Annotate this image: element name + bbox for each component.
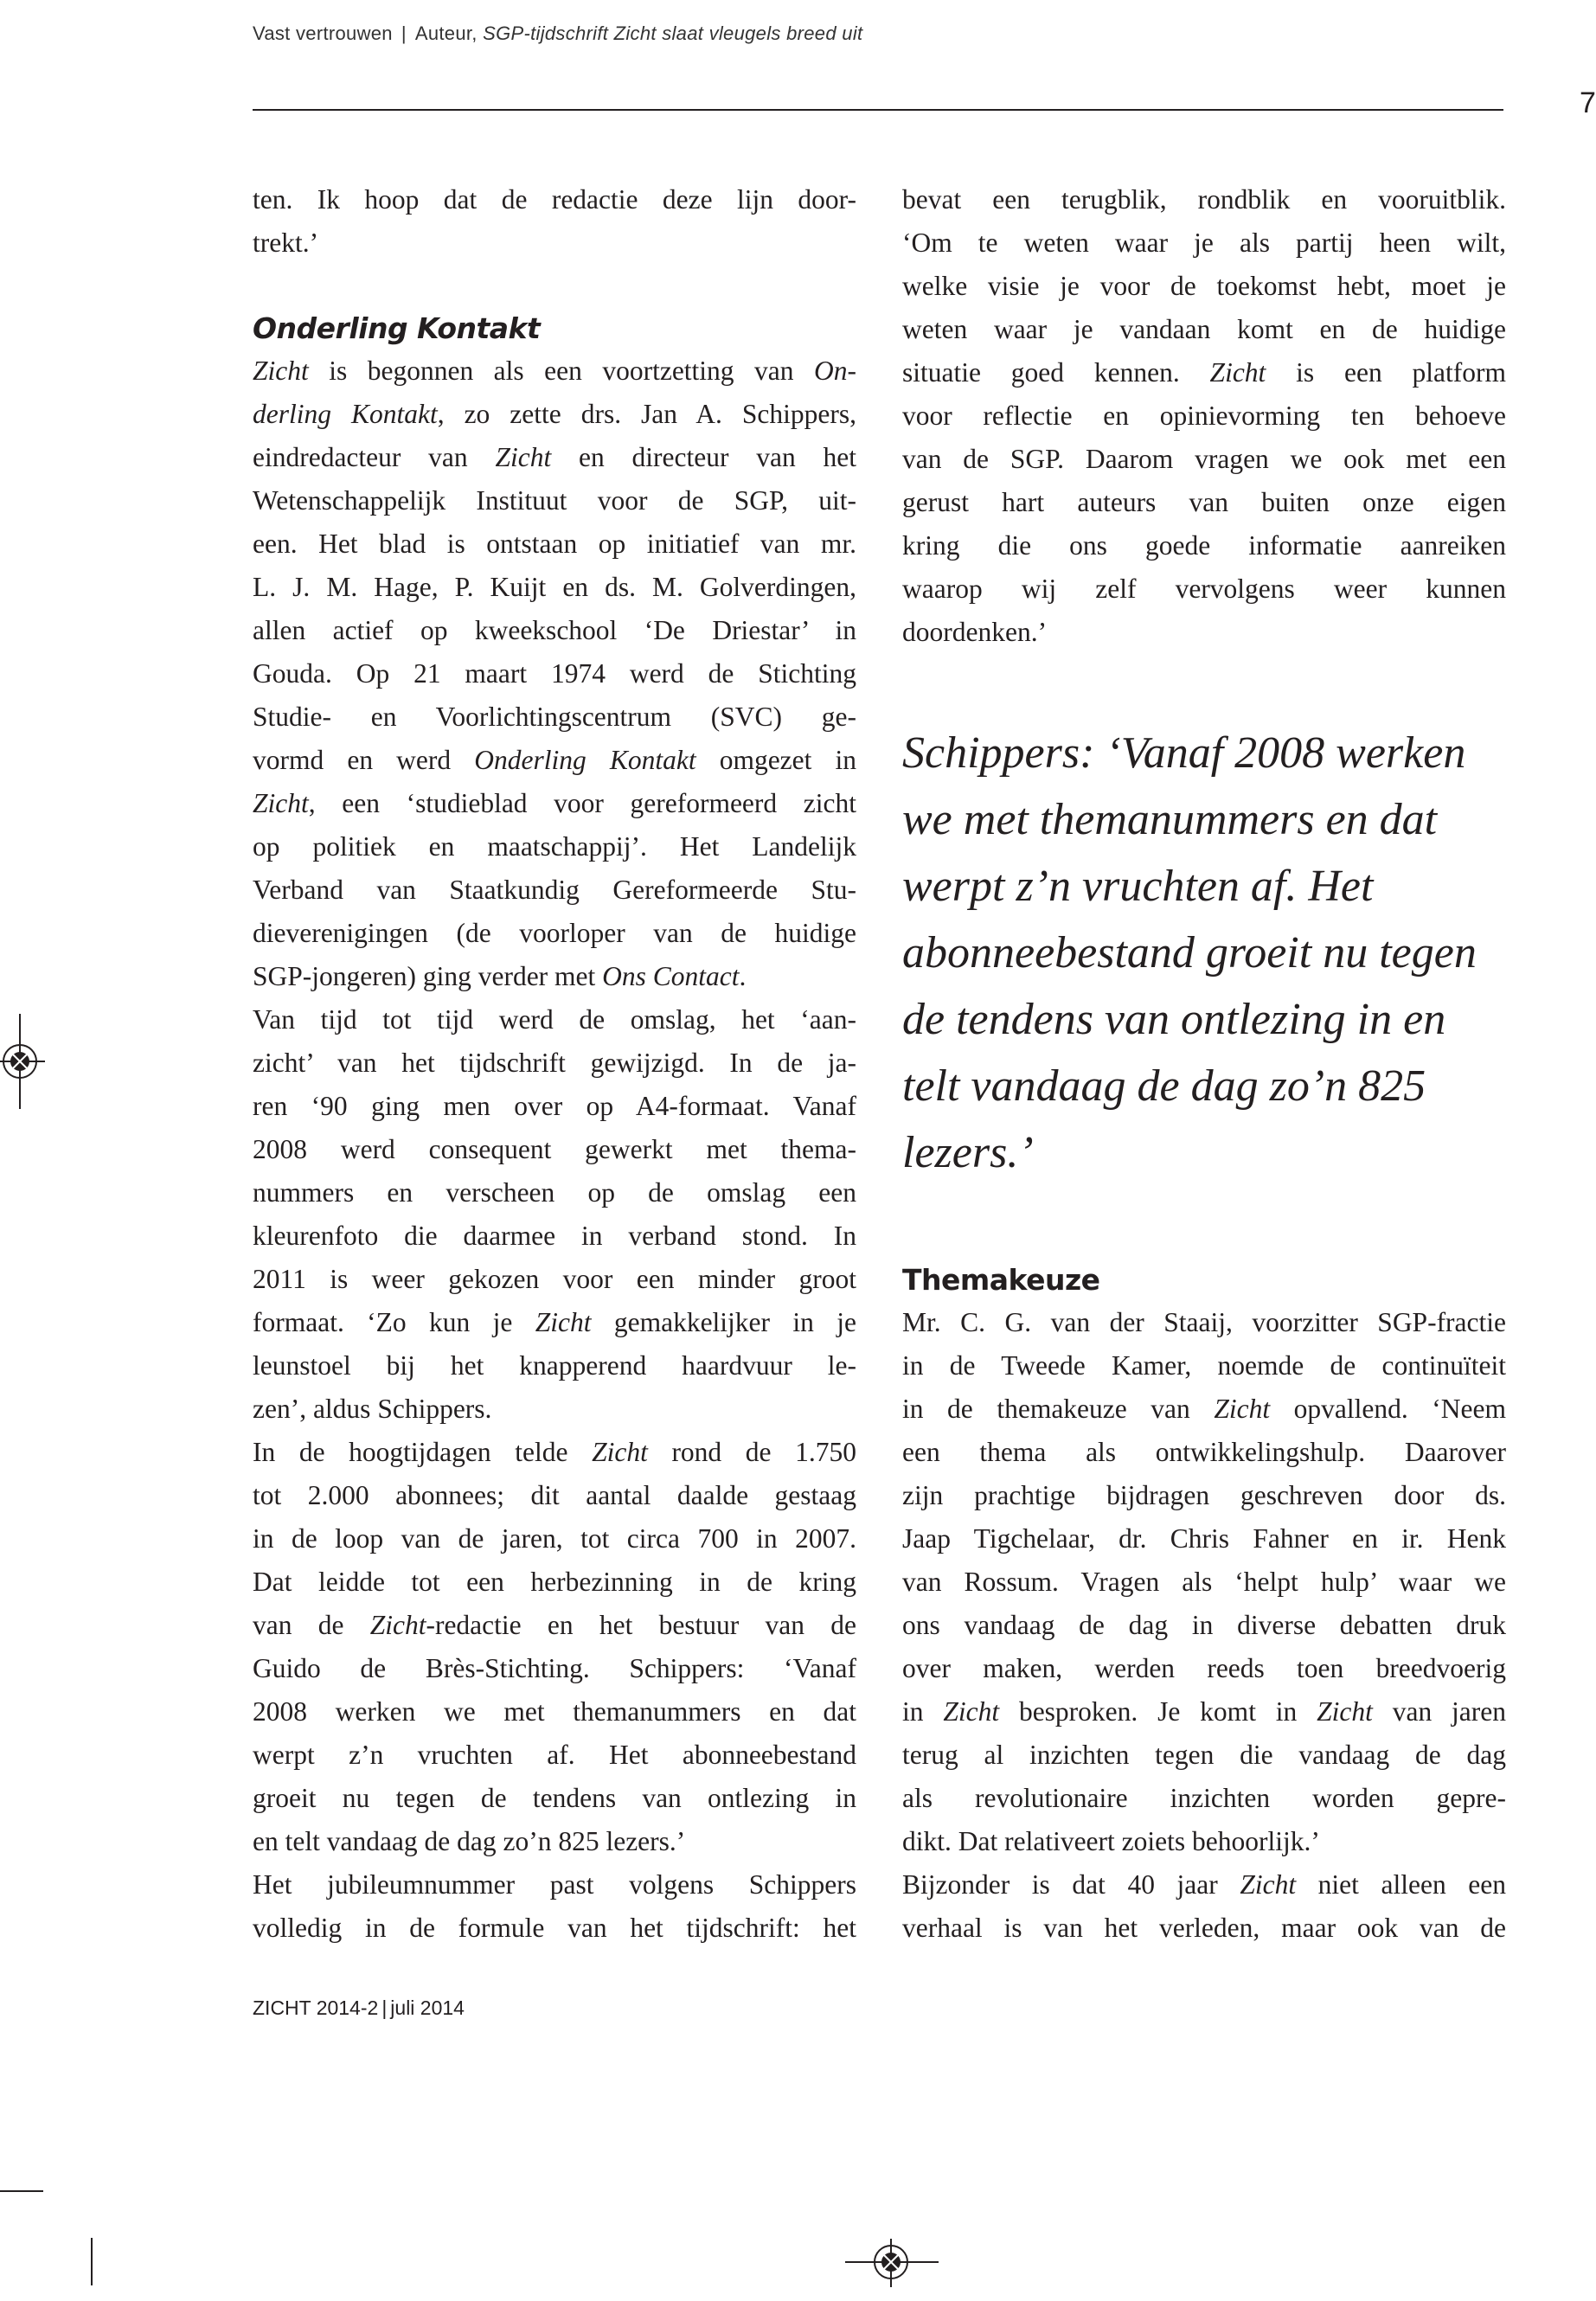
crop-mark-horizontal (0, 2190, 43, 2192)
pull-quote-line: telt vandaag de dag zo’n 825 (902, 1061, 1426, 1111)
text-line (253, 1690, 856, 1734)
text-run: in de loop van de jaren, tot circa 700 in 2007. (253, 1523, 856, 1554)
text-line (253, 998, 856, 1042)
running-head (253, 22, 862, 45)
text-line (902, 524, 1506, 567)
text-line (253, 782, 856, 825)
italic-text: Zicht (535, 1307, 592, 1337)
text-line (253, 609, 856, 652)
text-line (253, 1820, 856, 1863)
text-run: rond de 1.750 (647, 1437, 856, 1467)
text-line (253, 912, 856, 955)
text-run: . (739, 961, 747, 991)
text-line (902, 1863, 1506, 1907)
text-run: en telt vandaag de dag zo’n 825 lezers.’ (253, 1826, 686, 1856)
text-run: dikt. Dat relativeert zoiets behoorlijk.’ (902, 1826, 1320, 1856)
text-line (902, 308, 1506, 351)
text-run: Mr. C. G. van der Staaij, voorzitter SGP-fractie (902, 1307, 1506, 1337)
text-line (902, 567, 1506, 611)
text-line (902, 351, 1506, 394)
pull-quote-line: abonneebestand groeit nu tegen (902, 928, 1477, 977)
text-line (902, 1734, 1506, 1777)
text-line (253, 1517, 856, 1561)
text-run: Guido de Brès-Stichting. Schippers: ‘Vanaf (253, 1653, 856, 1683)
text-run: is begonnen als een voortzetting van (308, 356, 814, 386)
text-line (902, 611, 1506, 654)
text-line (902, 1690, 1506, 1734)
text-run: als revolutionaire inzichten worden gepre- (902, 1783, 1506, 1813)
text-line (253, 1171, 856, 1215)
text-line (253, 1863, 856, 1907)
text-line (902, 1777, 1506, 1820)
text-line (902, 1604, 1506, 1647)
text-line (253, 1561, 856, 1604)
text-line (902, 1431, 1506, 1474)
text-line (253, 522, 856, 566)
italic-text: Zicht (1240, 1869, 1297, 1900)
text-run: kring die ons goede informatie aanreiken (902, 530, 1506, 561)
footer-magazine: ZICHT (253, 1997, 311, 2019)
text-run: formaat. ‘Zo kun je (253, 1307, 535, 1337)
text-run: kleurenfoto die daarmee in verband stond. In (253, 1221, 856, 1251)
text-run: allen actief op kweekschool ‘De Driestar’ in (253, 615, 856, 645)
text-line (253, 955, 856, 998)
text-run: verhaal is van het verleden, maar ook van de (902, 1913, 1506, 1943)
text-line (902, 1820, 1506, 1863)
text-line (253, 1085, 856, 1128)
italic-text: On- (814, 356, 856, 386)
text-line (902, 178, 1506, 221)
text-run: situatie goed kennen. (902, 357, 1210, 388)
page-number: 7 (1580, 87, 1596, 119)
text-line (902, 1561, 1506, 1604)
text-run: Het jubileumnummer past volgens Schippers (253, 1869, 856, 1900)
text-run: 2008 werd consequent gewerkt met thema- (253, 1134, 856, 1164)
italic-text: Zicht (495, 442, 552, 472)
text-line (253, 221, 856, 265)
text-run: volledig in de formule van het tijdschrift: het (253, 1913, 856, 1943)
text-run: eindredacteur van (253, 442, 496, 472)
text-line (253, 825, 856, 868)
text-run: , een ‘studieblad voor gereformeerd zicht (308, 788, 856, 818)
text-line (253, 1215, 856, 1258)
text-run: een. Het blad is ontstaan op initiatief van mr. (253, 529, 856, 559)
text-line (253, 1474, 856, 1517)
text-run: voor reflectie en opinievorming ten behoeve (902, 401, 1506, 431)
text-run: Bijzonder is dat 40 jaar (902, 1869, 1240, 1900)
text-run: en directeur van het (551, 442, 856, 472)
text-run: welke visie je voor de toekomst hebt, moet je (902, 271, 1506, 301)
text-run: werpt z’n vruchten af. Het abonneebestand (253, 1740, 856, 1770)
text-run: zijn prachtige bijdragen geschreven door ds. (902, 1480, 1506, 1510)
footer-issue: 2014-2 (316, 1997, 379, 2019)
text-line (902, 1388, 1506, 1431)
italic-text: Ons Contact (602, 961, 740, 991)
running-head-author: Auteur, (414, 22, 478, 44)
text-line (253, 1431, 856, 1474)
section-heading-themakeuze: Themakeuze (902, 1263, 1100, 1297)
registration-mark-left-icon (0, 1014, 45, 1109)
text-run: -redactie en het bestuur van de (426, 1610, 856, 1640)
text-run: leunstoel bij het knapperend haardvuur le- (253, 1350, 856, 1381)
footer-date: juli 2014 (390, 1997, 465, 2019)
text-line (253, 1734, 856, 1777)
text-run: zen’, aldus Schippers. (253, 1394, 492, 1424)
text-line (253, 1604, 856, 1647)
text-line (253, 1344, 856, 1388)
text-line (902, 438, 1506, 481)
italic-text: derling Kontakt (253, 399, 438, 429)
text-run: niet alleen een (1296, 1869, 1506, 1900)
text-run: waarop wij zelf vervolgens weer kunnen (902, 574, 1506, 604)
text-line (902, 221, 1506, 265)
text-run: omgezet in (695, 745, 856, 775)
text-run: in de themakeuze van (902, 1394, 1215, 1424)
text-run: van de (253, 1610, 370, 1640)
running-head-section: Vast vertrouwen (253, 22, 393, 44)
text-run: Jaap Tigchelaar, dr. Chris Fahner en ir. Henk (902, 1523, 1506, 1554)
text-line (253, 1301, 856, 1344)
text-run: terug al inzichten tegen die vandaag de dag (902, 1740, 1506, 1770)
text-line (253, 1042, 856, 1085)
text-run: van jaren (1372, 1696, 1506, 1727)
pull-quote-line: lezers.’ (902, 1128, 1034, 1177)
running-head-title: SGP-tijdschrift Zicht slaat vleugels breed uit (483, 22, 863, 44)
crop-mark-vertical (91, 2238, 93, 2285)
text-line (902, 1474, 1506, 1517)
text-line (253, 1258, 856, 1301)
text-run: 2011 is weer gekozen voor een minder groot (253, 1264, 856, 1294)
text-run: gerust hart auteurs van buiten onze eigen (902, 487, 1506, 517)
footer-separator: | (381, 1997, 388, 2019)
italic-text: Zicht (253, 356, 309, 386)
italic-text: Zicht (1214, 1394, 1271, 1424)
text-run: ‘Om te weten waar je als partij heen wilt, (902, 228, 1506, 258)
pull-quote-line: Schippers: ‘Vanaf 2008 werken (902, 728, 1466, 778)
text-run: van Rossum. Vragen als ‘helpt hulp’ waar we (902, 1567, 1506, 1597)
text-line (253, 349, 856, 393)
header-rule (253, 109, 1503, 111)
italic-text: Zicht (592, 1437, 648, 1467)
italic-text: Zicht (253, 788, 309, 818)
text-line (253, 1777, 856, 1820)
text-run: besproken. Je komt in (999, 1696, 1317, 1727)
section-heading-onderling-kontakt: Onderling Kontakt (253, 311, 541, 345)
text-run: SGP-jongeren) ging verder met (253, 961, 603, 991)
text-run: , zo zette drs. Jan A. Schippers, (437, 399, 856, 429)
text-run: doordenken.’ (902, 617, 1048, 647)
text-line (902, 1344, 1506, 1388)
text-run: van de SGP. Daarom vragen we ook met een (902, 444, 1506, 474)
text-run: is een platform (1266, 357, 1506, 388)
text-line (253, 652, 856, 695)
text-run: ren ‘90 ging men over op A4-formaat. Vanaf (253, 1091, 856, 1121)
text-run: gemakkelijker in je (591, 1307, 856, 1337)
text-line (902, 1647, 1506, 1690)
text-line (253, 739, 856, 782)
text-run: in de Tweede Kamer, noemde de continuïteit (902, 1350, 1506, 1381)
text-run: een thema als ontwikkelingshulp. Daarover (902, 1437, 1506, 1467)
text-run: Van tijd tot tijd werd de omslag, het ‘aan- (253, 1004, 856, 1035)
text-line (253, 566, 856, 609)
text-line (253, 436, 856, 479)
text-run: opvallend. ‘Neem (1270, 1394, 1507, 1424)
text-run: Verband van Staatkundig Gereformeerde Stu- (253, 875, 856, 905)
text-run: 2008 werken we met themanummers en dat (253, 1696, 856, 1727)
pull-quote-line: we met themanummers en dat (902, 795, 1438, 844)
text-run: trekt.’ (253, 228, 319, 258)
text-run: nummers en verscheen op de omslag een (253, 1177, 856, 1208)
text-line (253, 695, 856, 739)
text-run: Studie- en Voorlichtingscentrum (SVC) ge- (253, 702, 856, 732)
text-line (902, 1517, 1506, 1561)
text-run: ons vandaag de dag in diverse debatten druk (902, 1610, 1506, 1640)
page-footer (253, 1997, 465, 2020)
text-run: tot 2.000 abonnees; dit aantal daalde gestaag (253, 1480, 856, 1510)
text-line (253, 868, 856, 912)
text-line (902, 265, 1506, 308)
text-run: over maken, werden reeds toen breedvoerig (902, 1653, 1506, 1683)
text-line (902, 481, 1506, 524)
running-head-separator: | (401, 22, 407, 44)
text-line (902, 394, 1506, 438)
text-run: In de hoogtijdagen telde (253, 1437, 593, 1467)
text-line (253, 1647, 856, 1690)
pull-quote-line: werpt z’n vruchten af. Het (902, 862, 1374, 911)
text-line (253, 479, 856, 522)
text-run: weten waar je vandaan komt en de huidige (902, 314, 1506, 344)
text-line (253, 393, 856, 436)
text-run: dieverenigingen (de voorloper van de huidige (253, 918, 856, 948)
text-run: Wetenschappelijk Instituut voor de SGP, uit- (253, 485, 856, 516)
text-line (253, 1128, 856, 1171)
italic-text: Zicht (369, 1610, 426, 1640)
text-run: zicht’ van het tijdschrift gewijzigd. In de ja- (253, 1048, 856, 1078)
italic-text: Zicht (1317, 1696, 1373, 1727)
text-line (253, 1388, 856, 1431)
text-run: vormd en werd (253, 745, 475, 775)
registration-mark-bottom-icon (845, 2239, 939, 2287)
text-run: groeit nu tegen de tendens van ontlezing in (253, 1783, 856, 1813)
text-line (902, 1301, 1506, 1344)
text-run: Gouda. Op 21 maart 1974 werd de Stichting (253, 658, 856, 689)
italic-text: Onderling Kontakt (474, 745, 696, 775)
text-line (253, 178, 856, 221)
text-run: bevat een terugblik, rondblik en vooruitblik. (902, 184, 1506, 215)
text-run: ten. Ik hoop dat de redactie deze lijn door- (253, 184, 856, 215)
text-run: L. J. M. Hage, P. Kuijt en ds. M. Golverdingen, (253, 572, 856, 602)
italic-text: Zicht (1209, 357, 1266, 388)
pull-quote-line: de tendens van ontlezing in en (902, 995, 1446, 1044)
text-run: op politiek en maatschappij’. Het Landelijk (253, 831, 856, 862)
text-run: Dat leidde tot een herbezinning in de kring (253, 1567, 856, 1597)
text-line (253, 1907, 856, 1950)
italic-text: Zicht (943, 1696, 1000, 1727)
text-line (902, 1907, 1506, 1950)
text-run: in (902, 1696, 944, 1727)
